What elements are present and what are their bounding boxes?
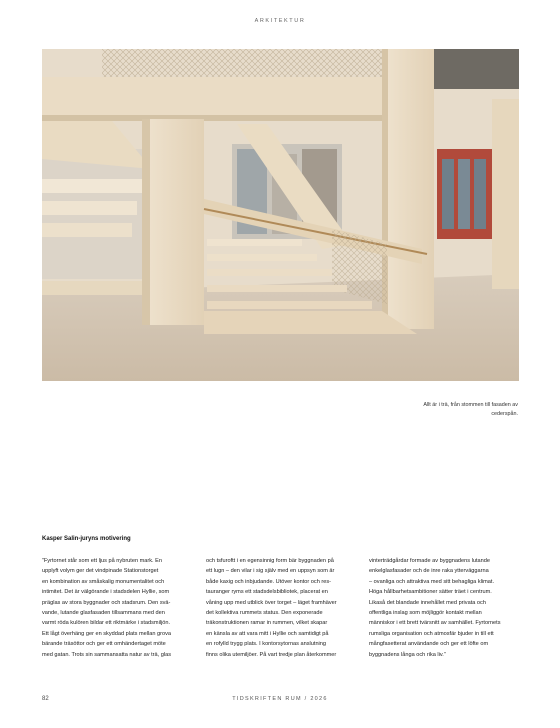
section-header: ARKITEKTUR xyxy=(254,18,306,24)
article-column-2: och tsfuroftt i en egensinnig form bär byggnaden på ett lugn – den vilar i sig själv med en uppsyn som är både kaxig och inbjudande. Utöver kontor och res- tauranger ryms ett stadsdelsbibliotek, placerat en våning upp med utblick över torget – läget framhäver det kollektiva rummets status. Den exponerade träkonstruktionen ramar in rummen, vilket skapar en känsla av att vara mitt i Hyllie och samtidigt på en rofylld trygg plats. I kontorsytornas anslutning finns olika utemiljöer. På vart tredje plan återkommer xyxy=(206,558,337,658)
article-column-1: ”Fyrtornet står som ett ljus på nybruten mark. En upplyft volym ger det vindpinade Stationstorget en kombination av småskalig monumentalitet och intimitet. Det är välgörande i stadsdelen Hyllie, som präglas av stora byggnader och stadsrum. Den svä- vande, lutande glasfasaden tillsammans med den varmt röda kulören bildar ett riktmärke i stadsmiljön. Ett lågt överhäng ger en skyddad plats mellan grova bärande träsöttor och ger ett omhändertaget möte med gatan. Trots sin sammansatta natur av trä, glas xyxy=(42,558,172,658)
wooden-stair-interior-photo xyxy=(42,49,519,381)
article-column-3: vinterträdgårdar formade av byggnadens lutande enkelglasfasader och de inre raka ytterväggarna – ovanliga och attraktiva med sitt behagliga klimat. Höga hållbarhetsambitioner sätter träet i centrum. Likaså det blandade innehållet med privata och offentliga inslag som möjliggör kontakt mellan människor i ett brett tvärsnitt av samhället. Fyrtornets rumsliga organisation och atmosfär bjuder in till ett mångfasetterat användande och ger ett löfte om byggnadens långa och rika liv.” xyxy=(369,558,501,658)
publication-footer: TIDSKRIFTEN RUM / 2026 xyxy=(232,696,328,702)
page-number: 82 xyxy=(42,696,49,702)
photo-caption: Allt är i trä, från stommen till fasaden av cederspån. xyxy=(423,402,518,417)
article-heading: Kasper Salin-juryns motivering xyxy=(42,536,131,542)
